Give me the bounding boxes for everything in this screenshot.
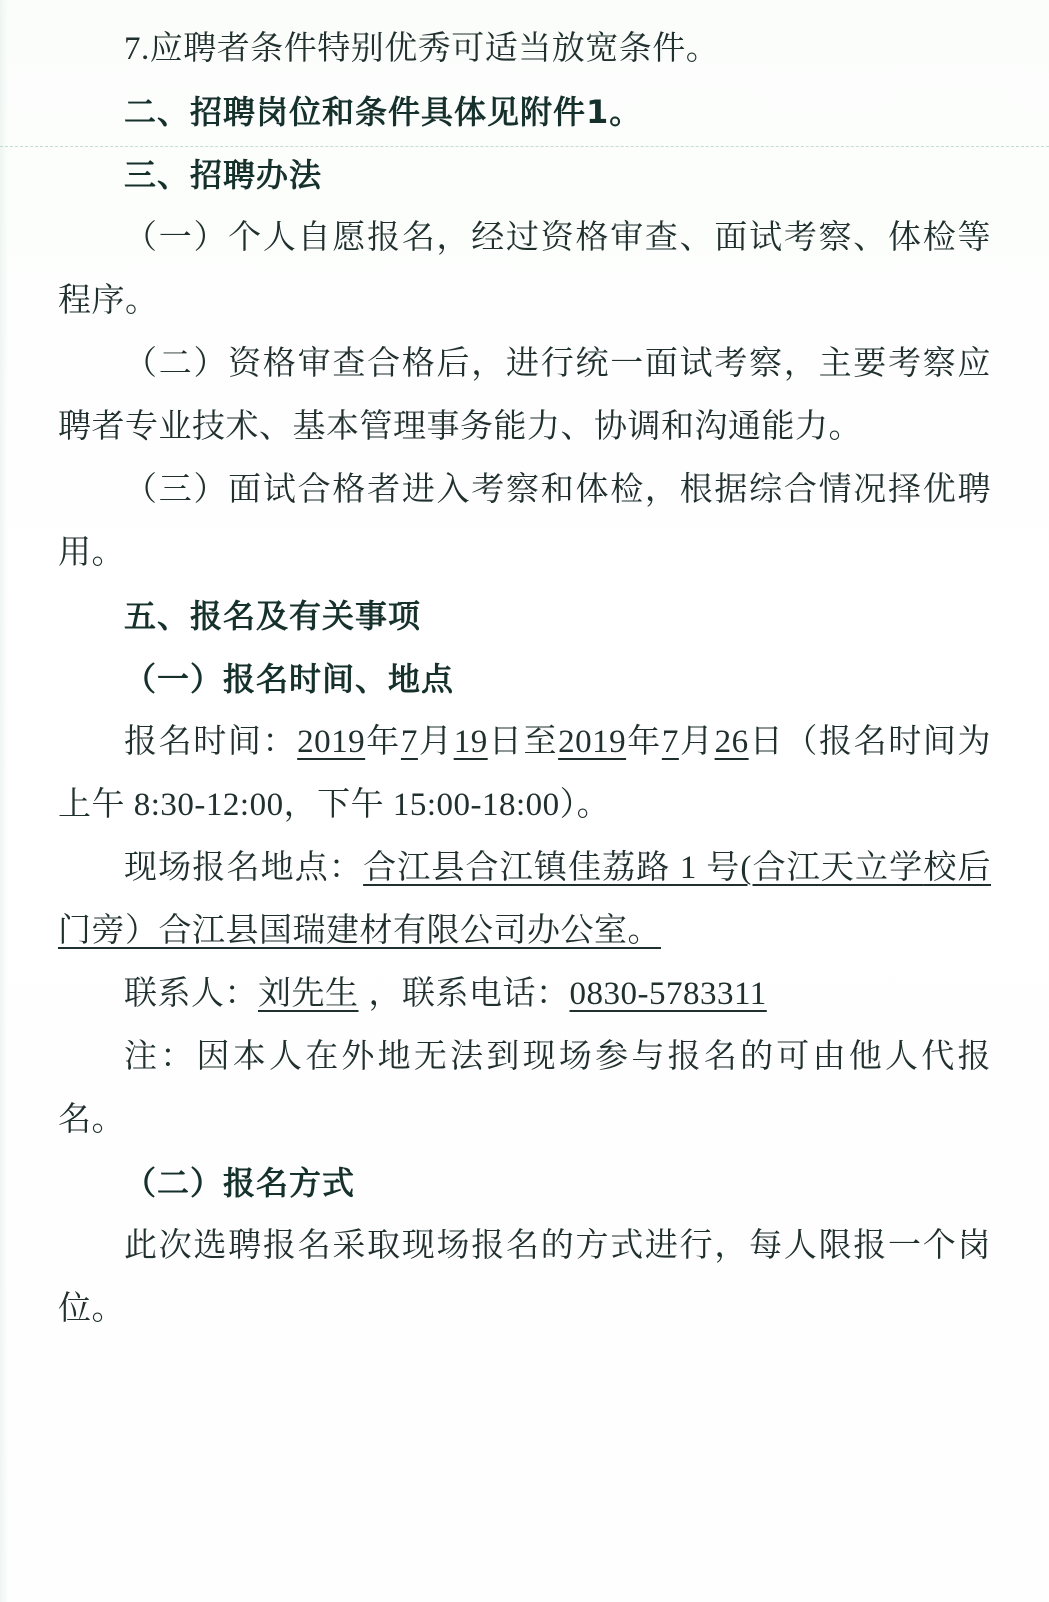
contact-person-label: 联系人：: [124, 976, 258, 1012]
month-unit-2: 月: [678, 724, 715, 760]
heading-five-1: （一）报名时间、地点: [124, 660, 455, 698]
signup-time-label: 报名时间：: [124, 724, 298, 760]
paragraph-three-3: （三）面试合格者进入考察和体检，根据综合情况择优聘用。: [58, 472, 991, 571]
heading-section-two: 二、招聘岗位和条件具体见附件1。: [124, 93, 643, 131]
signup-start-day: 19: [453, 724, 488, 760]
paragraph-note: 注：因本人在外地无法到现场参与报名的可由他人代报名。: [58, 1039, 991, 1138]
year-unit-2: 年: [626, 724, 662, 760]
year-unit-1: 年: [365, 724, 401, 760]
signup-place-value-1: 合江县合江镇佳荔路 1 号(合江天立学: [363, 850, 924, 886]
heading-section-five: 五、报名及有关事项: [124, 597, 422, 635]
paragraph-three-2: （二）资格审查合格后，进行统一面试考察，主要考察应聘者专业技术、基本管理事务能力、协调和沟通能力。: [58, 346, 991, 445]
day-unit-1: 日至: [487, 724, 559, 760]
contact-line: [58, 963, 991, 1026]
document-body: [58, 18, 991, 1341]
signup-end-month: 7: [661, 724, 679, 760]
signup-place-line: [58, 837, 991, 963]
heading-section-three: 三、招聘办法: [124, 156, 323, 194]
signup-start-month: 7: [400, 724, 418, 760]
signup-end-year: 2019: [558, 724, 627, 760]
signup-place-label: 现场报名地点：: [124, 850, 364, 886]
signup-end-day: 26: [714, 724, 749, 760]
contact-comma: ，: [368, 976, 402, 1012]
paragraph-item-7: 7.应聘者条件特别优秀可适当放宽条件。: [124, 31, 720, 67]
scan-edge: [0, 0, 8, 1602]
signup-start-year: 2019: [297, 724, 366, 760]
month-unit-1: 月: [417, 724, 454, 760]
contact-phone-label: 联系电话：: [402, 976, 570, 1012]
paragraph-five-2-body: 此次选聘报名采取现场报名的方式进行，每人限报一个岗位。: [58, 1228, 991, 1327]
signup-time-tail: 日（报名时间为上午 8:30-12:00，下午 15:00-18:00）。: [58, 724, 992, 823]
signup-time-line: [58, 711, 991, 837]
heading-five-2: （二）报名方式: [124, 1164, 356, 1202]
paragraph-three-1: （一）个人自愿报名，经过资格审查、面试考察、体检等程序。: [58, 220, 991, 319]
contact-phone-value: 0830-5783311: [569, 976, 767, 1012]
contact-person-value: 刘先生: [258, 976, 359, 1012]
signup-place-value-2: 校后门旁）合江县国瑞建材有限公司办公室。: [58, 850, 991, 949]
